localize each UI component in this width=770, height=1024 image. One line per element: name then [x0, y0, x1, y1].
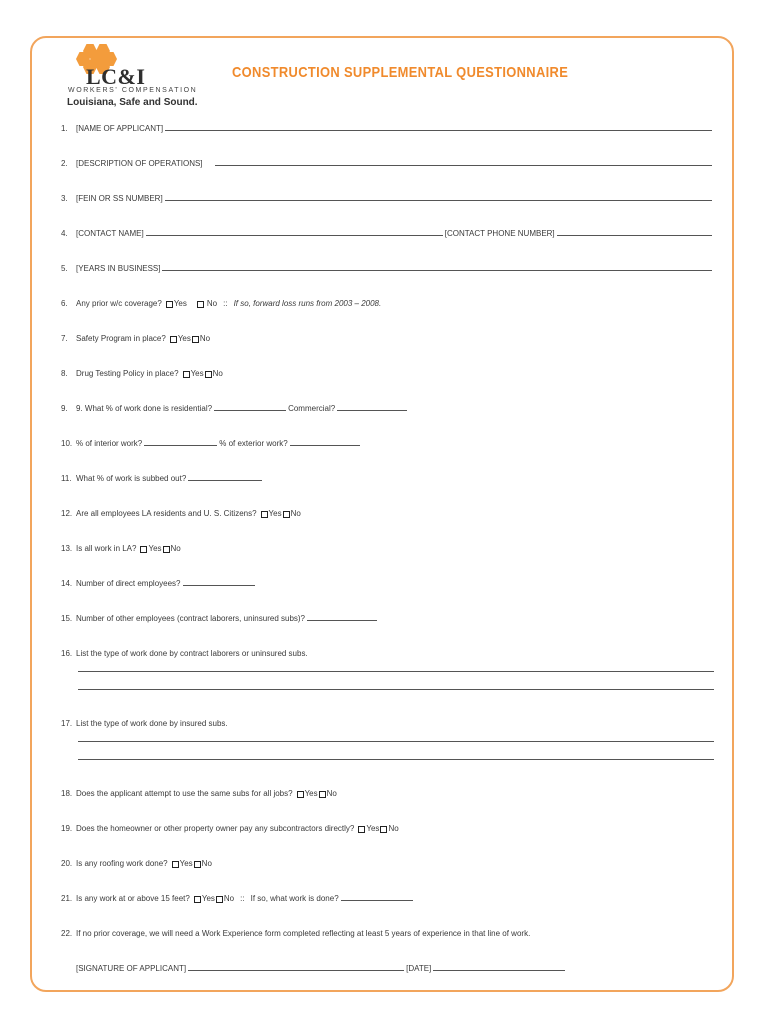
question-label: % of interior work?	[76, 439, 143, 448]
yes-checkbox[interactable]	[297, 791, 304, 798]
question-8	[61, 366, 714, 378]
no-label: No	[201, 859, 212, 868]
yes-label: Yes	[177, 334, 191, 343]
question-number: 11.	[61, 474, 72, 483]
no-label: No	[170, 544, 181, 553]
exterior-work-field[interactable]	[290, 444, 360, 446]
question-label: Number of direct employees?	[76, 579, 181, 588]
no-label: No	[326, 789, 337, 798]
yes-checkbox[interactable]	[358, 826, 365, 833]
no-checkbox[interactable]	[205, 371, 212, 378]
brand-name: LC&I	[86, 64, 146, 89]
question-label: [FEIN OR SS NUMBER]	[76, 194, 163, 203]
question-label: Drug Testing Policy in place?	[76, 369, 179, 378]
question-label-secondary: If so, what work is done?	[250, 894, 339, 903]
question-22	[61, 926, 714, 938]
question-number: 5.	[61, 264, 68, 273]
question-16	[61, 646, 714, 658]
question-label-secondary: Commercial?	[288, 404, 336, 413]
direct-employees-field[interactable]	[183, 584, 255, 586]
question-13	[61, 541, 714, 553]
question-label: If no prior coverage, we will need a Work Experience form completed reflecting at least 5 years of experience in that line of work.	[76, 929, 531, 938]
no-label: No	[388, 824, 399, 833]
question-label: What % of work is subbed out?	[76, 474, 187, 483]
signature-row	[76, 961, 714, 973]
yes-checkbox[interactable]	[172, 861, 179, 868]
question-label-secondary: [CONTACT PHONE NUMBER]	[444, 229, 555, 238]
question-number: 7.	[61, 334, 68, 343]
question-number: 13.	[61, 544, 73, 553]
question-number: 6.	[61, 299, 68, 308]
question-label: [CONTACT NAME]	[76, 229, 144, 238]
subbed-out-percent-field[interactable]	[188, 479, 262, 481]
question-number: 12.	[61, 509, 73, 518]
no-checkbox[interactable]	[194, 861, 201, 868]
fein-ss-field[interactable]	[165, 199, 712, 201]
yes-checkbox[interactable]	[194, 896, 201, 903]
question-number: 4.	[61, 229, 68, 238]
question-5	[61, 261, 714, 273]
question-label: Safety Program in place?	[76, 334, 166, 343]
yes-checkbox[interactable]	[261, 511, 268, 518]
question-number: 8.	[61, 369, 68, 378]
yes-checkbox[interactable]	[166, 301, 173, 308]
question-number: 15.	[61, 614, 73, 623]
question-label: Any prior w/c coverage?	[76, 299, 162, 308]
question-number: 19.	[61, 824, 73, 833]
date-label: [DATE]	[406, 964, 432, 973]
commercial-percent-field[interactable]	[337, 409, 407, 411]
no-label: No	[290, 509, 301, 518]
interior-work-field[interactable]	[144, 444, 217, 446]
question-15	[61, 611, 714, 623]
separator: ::	[240, 894, 245, 903]
question-number: 17.	[61, 719, 73, 728]
question-number: 9.	[61, 404, 68, 413]
question-number: 14.	[61, 579, 73, 588]
separator: ::	[223, 299, 228, 308]
no-checkbox[interactable]	[380, 826, 387, 833]
page-title: CONSTRUCTION SUPPLEMENTAL QUESTIONNAIRE	[232, 64, 569, 81]
contact-name-field[interactable]	[146, 234, 443, 236]
yes-label: Yes	[366, 824, 380, 833]
signature-field[interactable]	[188, 969, 404, 971]
question-label: Is any roofing work done?	[76, 859, 168, 868]
question-3	[61, 191, 714, 203]
yes-checkbox[interactable]	[140, 546, 147, 553]
question-19	[61, 821, 714, 833]
contract-laborers-field-line-1[interactable]	[78, 671, 714, 672]
question-2	[61, 156, 714, 168]
no-label: No	[206, 299, 218, 308]
no-label: No	[212, 369, 223, 378]
yes-checkbox[interactable]	[183, 371, 190, 378]
no-checkbox[interactable]	[192, 336, 199, 343]
question-number: 22.	[61, 929, 73, 938]
yes-checkbox[interactable]	[170, 336, 177, 343]
question-label: Does the homeowner or other property owner pay any subcontractors directly?	[76, 824, 355, 833]
question-label: Is all work in LA?	[76, 544, 137, 553]
no-checkbox[interactable]	[163, 546, 170, 553]
question-label: [NAME OF APPLICANT]	[76, 124, 164, 133]
question-20	[61, 856, 714, 868]
yes-label: Yes	[201, 894, 215, 903]
question-number: 18.	[61, 789, 73, 798]
height-work-field[interactable]	[341, 899, 413, 901]
question-label: 9. What % of work done is residential?	[76, 404, 213, 413]
question-label: Does the applicant attempt to use the same subs for all jobs?	[76, 789, 293, 798]
question-11	[61, 471, 714, 483]
years-in-business-field[interactable]	[162, 269, 712, 271]
yes-label: Yes	[268, 509, 282, 518]
question-note: If so, forward loss runs from 2003 – 2008.	[233, 299, 382, 308]
contact-phone-field[interactable]	[557, 234, 712, 236]
question-label: Number of other employees (contract laborers, uninsured subs)?	[76, 614, 305, 623]
question-14	[61, 576, 714, 588]
no-label: No	[199, 334, 211, 343]
residential-percent-field[interactable]	[214, 409, 286, 411]
insured-subs-field-line-1[interactable]	[78, 741, 714, 742]
question-label-secondary: % of exterior work?	[219, 439, 288, 448]
question-number: 20.	[61, 859, 73, 868]
no-checkbox[interactable]	[283, 511, 290, 518]
question-label: [DESCRIPTION OF OPERATIONS]	[76, 159, 203, 168]
yes-label: Yes	[304, 789, 318, 798]
no-checkbox[interactable]	[197, 301, 204, 308]
yes-label: Yes	[179, 859, 193, 868]
no-label: No	[223, 894, 235, 903]
question-6	[61, 296, 714, 308]
question-9	[61, 401, 714, 413]
question-label: Are all employees LA residents and U. S. Citizens?	[76, 509, 257, 518]
question-number: 10.	[61, 439, 73, 448]
question-label: [YEARS IN BUSINESS]	[76, 264, 161, 273]
yes-label: Yes	[173, 299, 187, 308]
question-number: 3.	[61, 194, 68, 203]
question-number: 1.	[61, 124, 68, 133]
contract-laborers-field-line-2[interactable]	[78, 689, 714, 690]
question-17	[61, 716, 714, 728]
question-label: Is any work at or above 15 feet?	[76, 894, 190, 903]
date-field[interactable]	[433, 969, 565, 971]
question-12	[61, 506, 714, 518]
yes-label: Yes	[190, 369, 204, 378]
question-label: List the type of work done by contract laborers or uninsured subs.	[76, 649, 308, 658]
question-10	[61, 436, 714, 448]
operations-description-field[interactable]	[215, 164, 712, 166]
question-number: 21.	[61, 894, 73, 903]
insured-subs-field-line-2[interactable]	[78, 759, 714, 760]
no-checkbox[interactable]	[319, 791, 326, 798]
applicant-name-field[interactable]	[165, 129, 712, 131]
signature-label: [SIGNATURE OF APPLICANT]	[76, 964, 187, 973]
question-label: List the type of work done by insured subs.	[76, 719, 228, 728]
brand-subtitle: WORKERS' COMPENSATION	[68, 87, 198, 94]
question-21	[61, 891, 714, 903]
no-checkbox[interactable]	[216, 896, 223, 903]
question-number: 2.	[61, 159, 68, 168]
question-4	[61, 226, 714, 238]
question-18	[61, 786, 714, 798]
brand-tagline: Louisiana, Safe and Sound.	[67, 97, 198, 108]
question-1	[61, 121, 714, 133]
other-employees-field[interactable]	[307, 619, 377, 621]
question-7	[61, 331, 714, 343]
question-number: 16.	[61, 649, 73, 658]
yes-label: Yes	[148, 544, 162, 553]
